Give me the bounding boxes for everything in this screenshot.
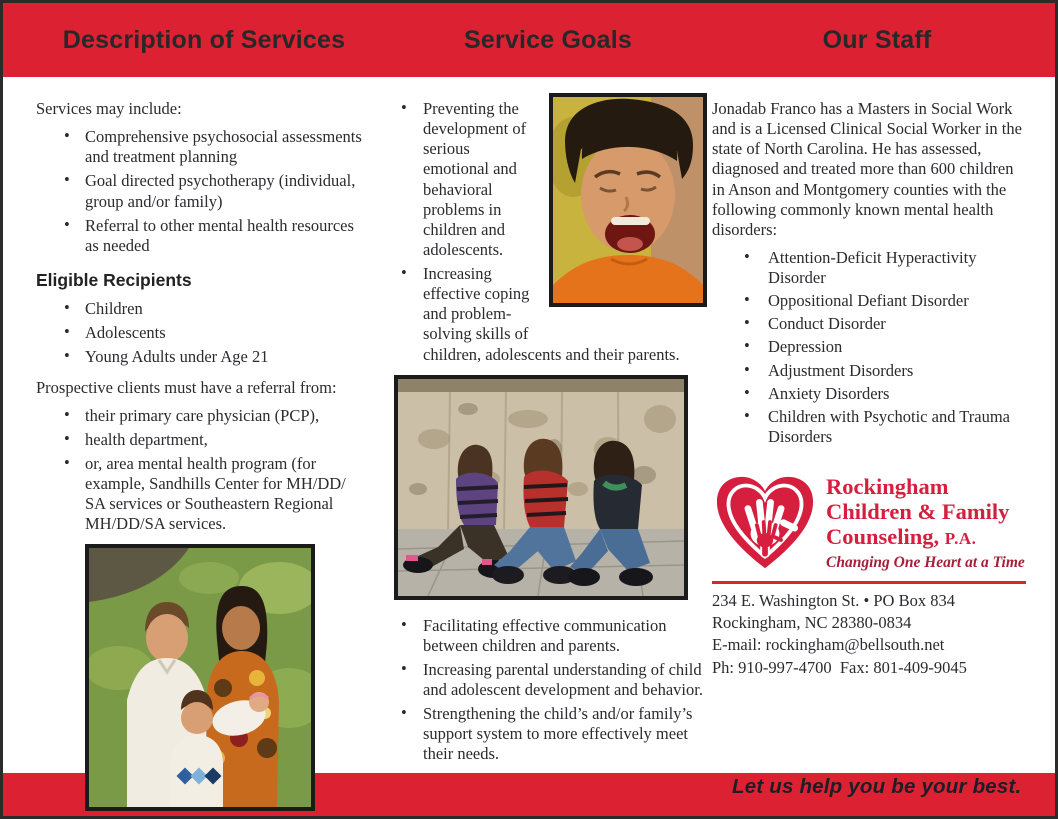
referral-sources-list	[36, 406, 370, 535]
logo-name-line	[826, 525, 1025, 550]
list-item: • Adolescents	[36, 323, 370, 343]
goals-top-list	[385, 99, 707, 365]
service-goals-panel	[385, 91, 707, 775]
organization-logo	[712, 473, 1026, 573]
heart-hands-icon	[712, 473, 818, 573]
logo-name-counseling: Counseling,	[826, 523, 940, 549]
logo-name-line: Rockingham	[826, 474, 949, 499]
list-item: • Strengthening the child’s and/or family’s support system to more effectively meet their needs.	[385, 704, 707, 764]
family-photo	[85, 544, 315, 811]
list-item: • Increasing effective coping and problem-solving skills of children, adolescents and their parents.	[385, 264, 707, 365]
list-item: • or, area mental health program (for example, Sandhills Center for MH/DD/ SA services or Southeastern Regional MH/DD/SA services.	[36, 454, 370, 535]
list-item: • health department,	[36, 430, 370, 450]
list-item: • Referral to other mental health resources as needed	[36, 216, 370, 256]
goals-bottom-list	[385, 616, 707, 765]
list-item: • Depression	[712, 337, 1026, 357]
services-list	[36, 127, 370, 256]
logo-text-block	[826, 473, 1025, 573]
staff-bio: Jonadab Franco has a Masters in Social Work and is a Licensed Clinical Social Worker in the state of North Carolina. He has assessed, diagnosed and treated more than 600 children in Anson and Montgomery counties with the following commonly known mental health disorders:	[712, 99, 1022, 239]
teens-illustration	[398, 379, 684, 596]
disorders-list	[712, 248, 1026, 447]
list-item: • their primary care physician (PCP),	[36, 406, 370, 426]
email-line: E-mail: rockingham@bellsouth.net	[712, 635, 945, 655]
list-item: • Comprehensive psychosocial assessments and treatment planning	[36, 127, 370, 167]
list-item: • Oppositional Defiant Disorder	[712, 291, 1026, 311]
address-line: Rockingham, NC 28380-0834	[712, 613, 912, 633]
list-item: • Children	[36, 299, 370, 319]
slogan-text: Let us help you be your best.	[732, 774, 1022, 798]
family-photo-illustration	[89, 548, 311, 807]
address-line: 234 E. Washington St. • PO Box 834	[712, 591, 955, 611]
list-item: • Adjustment Disorders	[712, 361, 1026, 381]
recipients-list	[36, 299, 370, 367]
phone-line: Ph: 910-997-4700 Fax: 801-409-9045	[712, 657, 967, 677]
contact-block	[712, 591, 1026, 678]
list-item: • Increasing parental understanding of child and adolescent development and behavior.	[385, 660, 707, 700]
panel-title-service-goals: Service Goals	[464, 25, 632, 54]
our-staff-panel	[712, 91, 1026, 799]
description-of-services-panel	[36, 91, 370, 811]
divider-rule	[712, 581, 1026, 584]
list-item: • Conduct Disorder	[712, 314, 1026, 334]
logo-tagline: Changing One Heart at a Time	[826, 554, 1025, 572]
list-item: • Anxiety Disorders	[712, 384, 1026, 404]
logo-name-line: Children & Family	[826, 498, 1010, 524]
list-item: • Attention-Deficit Hyperactivity Disorder	[712, 248, 1026, 288]
list-item: • Children with Psychotic and Trauma Disorders	[712, 407, 1026, 447]
logo-name-suffix: P.A.	[944, 528, 977, 548]
list-item: • Young Adults under Age 21	[36, 347, 370, 367]
list-item: • Preventing the development of serious emotional and behavioral problems in children and adolescents.	[385, 99, 707, 260]
panel-title-our-staff: Our Staff	[822, 25, 932, 54]
eligible-recipients-heading: Eligible Recipients	[36, 269, 192, 290]
panel-title-description-of-services: Description of Services	[62, 25, 346, 54]
list-item: • Facilitating effective communication between children and parents.	[385, 616, 707, 656]
list-item: • Goal directed psychotherapy (individual, group and/or family)	[36, 171, 370, 211]
teens-photo	[394, 375, 688, 600]
services-intro: Services may include:	[36, 99, 182, 118]
referral-intro: Prospective clients must have a referral from:	[36, 377, 337, 397]
